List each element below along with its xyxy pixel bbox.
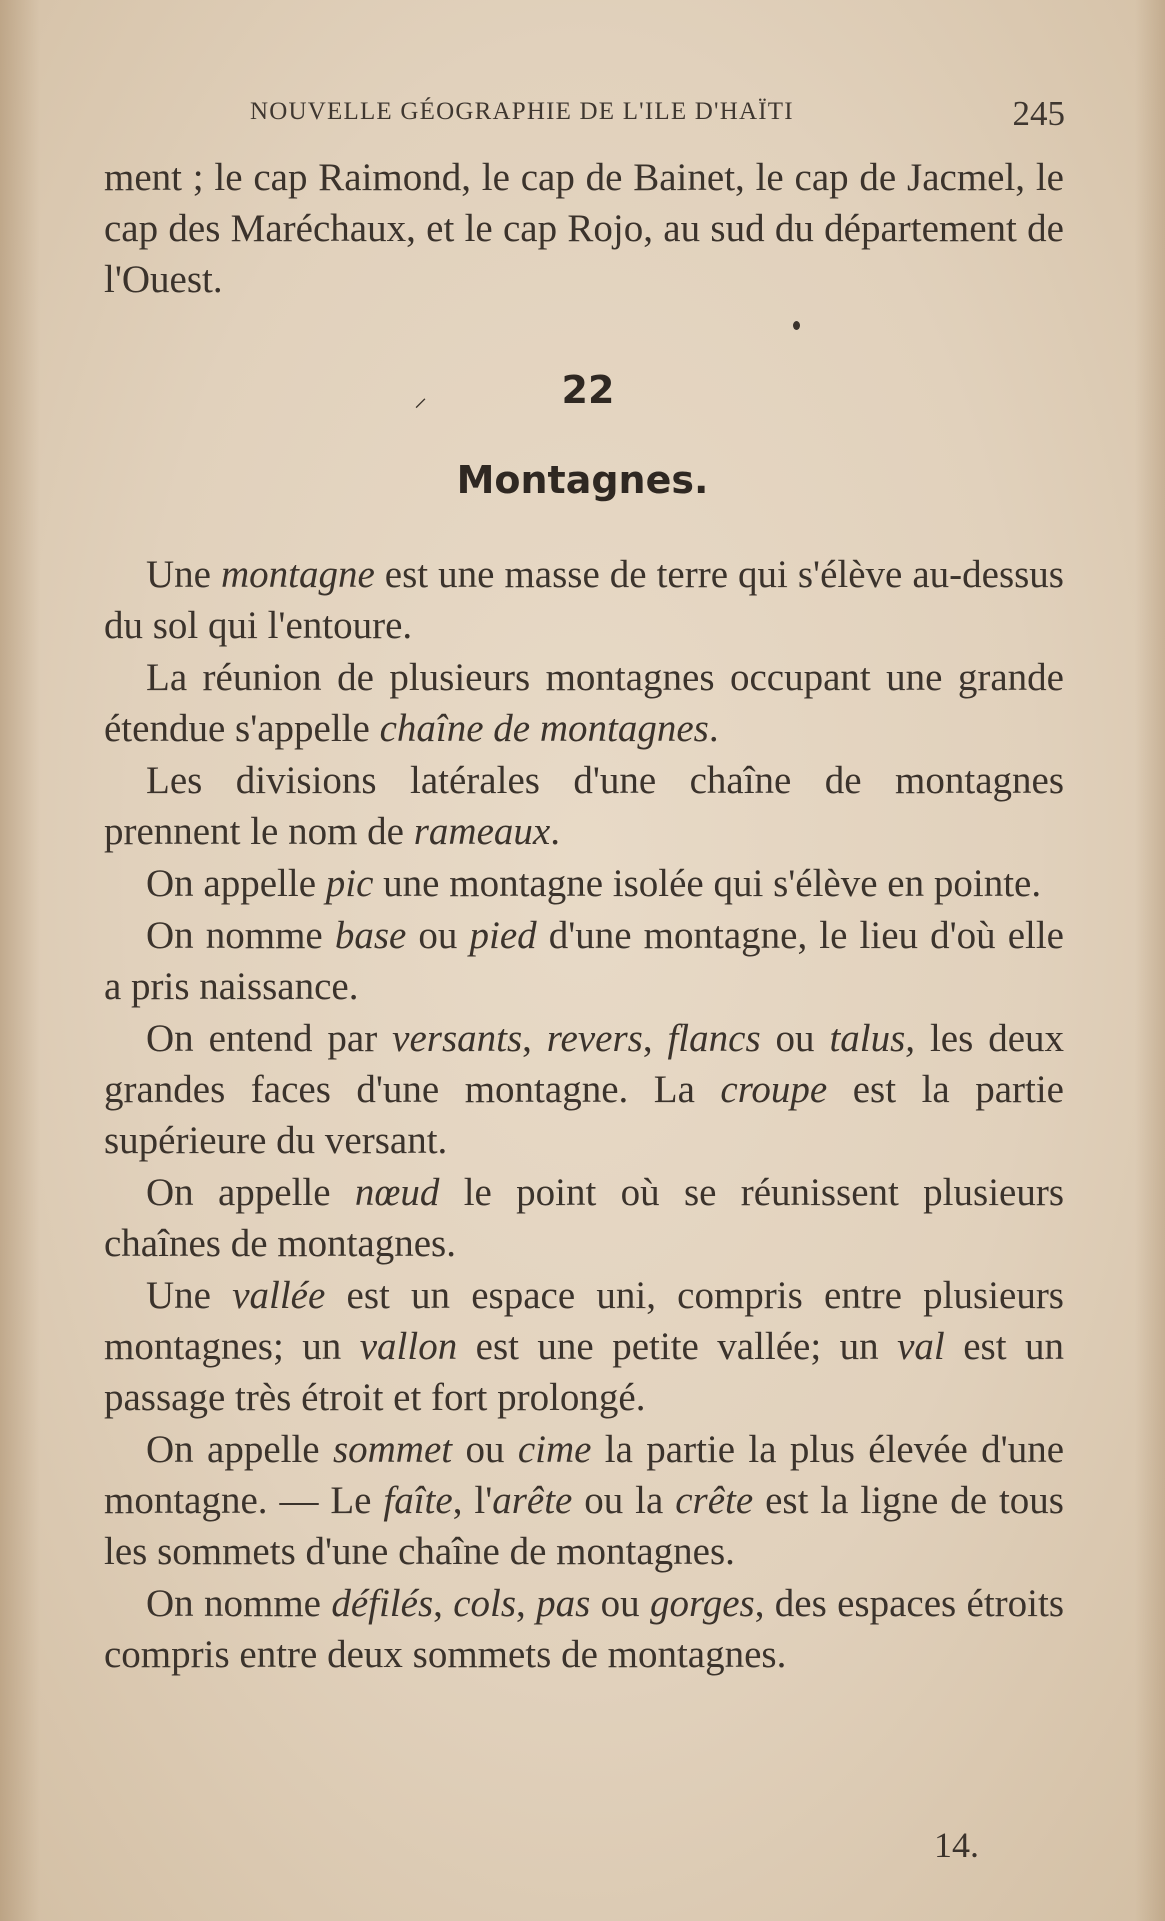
text-run: . [550, 810, 560, 853]
section-body [104, 549, 1064, 1681]
italic-term: faîte [383, 1479, 453, 1522]
signature-mark: 14. [934, 1825, 979, 1865]
text-run: . [708, 707, 719, 750]
body-paragraph [104, 549, 1064, 651]
text-run: le point où se réunissent plusieurs chaînes de montagnes. [104, 1171, 1065, 1265]
italic-term: vallée [232, 1274, 326, 1317]
text-run: , [433, 1582, 454, 1625]
body-paragraph [104, 652, 1064, 754]
text-run: une montagne isolée qui s'élève en pointe. [373, 862, 1042, 905]
text-run: est une petite vallée; un [457, 1325, 898, 1368]
italic-term: pied [469, 914, 537, 957]
italic-term: revers [546, 1017, 643, 1060]
italic-term: crête [675, 1479, 754, 1522]
text-run: Une [146, 1274, 233, 1317]
text-run: On nomme [146, 914, 335, 957]
italic-term: talus, [829, 1017, 916, 1060]
italic-term: pas [536, 1582, 591, 1625]
body-paragraph [104, 910, 1064, 1012]
body-paragraph [104, 1578, 1064, 1680]
italic-term: gorges [650, 1582, 755, 1625]
italic-term: montagne [220, 553, 375, 596]
text-run: la partie la plus élevée d'une montagne. — Le [104, 1428, 1065, 1522]
text-run: est une masse de terre qui s'élève au-dessus du sol qui l'entoure. [104, 553, 1064, 647]
italic-term: nœud [354, 1171, 440, 1214]
continuation-paragraph: ment ; le cap Raimond, le cap de Bainet, le cap de Jacmel, le cap des Maréchaux, et le cap Rojo, au sud du département de l'Ouest. [104, 156, 1064, 301]
text-run: ou [452, 1428, 518, 1471]
italic-term: base [334, 914, 407, 957]
ink-dot [793, 321, 800, 330]
italic-term: défilés [331, 1582, 434, 1625]
text-run: est la ligne de tous les sommets d'une chaîne de montagnes. [104, 1479, 1064, 1573]
text-run: La réunion de plusieurs montagnes occupant une grande étendue s'appelle [104, 656, 1064, 750]
text-run: , [642, 1017, 668, 1060]
body-paragraph [104, 1167, 1064, 1269]
continuation-block [104, 152, 1064, 305]
text-run: , [522, 1017, 547, 1060]
text-run: , [516, 1582, 537, 1625]
text-run: les deux grandes faces d'une montagne. La [104, 1017, 1065, 1111]
text-run: , l' [452, 1479, 493, 1522]
text-run: On entend par [146, 1017, 393, 1060]
italic-term: val [897, 1325, 945, 1368]
text-run: On appelle [146, 1171, 355, 1214]
body-paragraph [104, 755, 1064, 857]
italic-term: croupe [720, 1068, 828, 1111]
body-paragraph [104, 1424, 1064, 1577]
text-run: est un espace uni, compris entre plusieurs montagnes; un [104, 1274, 1064, 1368]
text-run: Les divisions latérales d'une chaîne de montagnes prennent le nom de [104, 759, 1064, 853]
text-run: , des espaces étroits compris entre deux sommets de montagnes. [104, 1582, 1065, 1676]
body-paragraph [104, 1013, 1064, 1166]
page-header [250, 94, 1065, 134]
text-run: On appelle [146, 1428, 333, 1471]
running-title: NOUVELLE GÉOGRAPHIE DE L'ILE D'HAÏTI [250, 98, 794, 125]
italic-term: vallon [359, 1325, 458, 1368]
text-run: ou [760, 1017, 830, 1060]
text-run: On nomme [146, 1582, 332, 1625]
italic-term: flancs [667, 1017, 761, 1060]
body-paragraph [104, 1270, 1064, 1423]
italic-term: pic [325, 862, 374, 905]
text-run: ou [590, 1582, 650, 1625]
text-run: est la partie supérieure du versant. [104, 1068, 1064, 1162]
section-title: Montagnes. [456, 458, 709, 502]
italic-term: sommet [332, 1428, 453, 1471]
italic-term: chaîne de montagnes [379, 707, 709, 750]
ink-tick: ⸝ [414, 383, 428, 412]
text-run: est un passage très étroit et fort prolongé. [104, 1325, 1064, 1419]
text-run: ou [406, 914, 470, 957]
body-paragraph [104, 858, 1064, 909]
italic-term: cime [517, 1428, 592, 1471]
italic-term: cols [453, 1582, 517, 1625]
text-run: On appelle [146, 862, 326, 905]
section-number: 22 [561, 368, 615, 412]
italic-term: arête [492, 1479, 573, 1522]
italic-term: versants [392, 1017, 523, 1060]
italic-term: rameaux [413, 810, 551, 853]
text-run: d'une montagne, le lieu d'où elle a pris naissance. [104, 914, 1064, 1008]
page-number: 245 [1012, 94, 1065, 133]
text-run: ou la [572, 1479, 676, 1522]
text-run: Une [146, 553, 221, 596]
